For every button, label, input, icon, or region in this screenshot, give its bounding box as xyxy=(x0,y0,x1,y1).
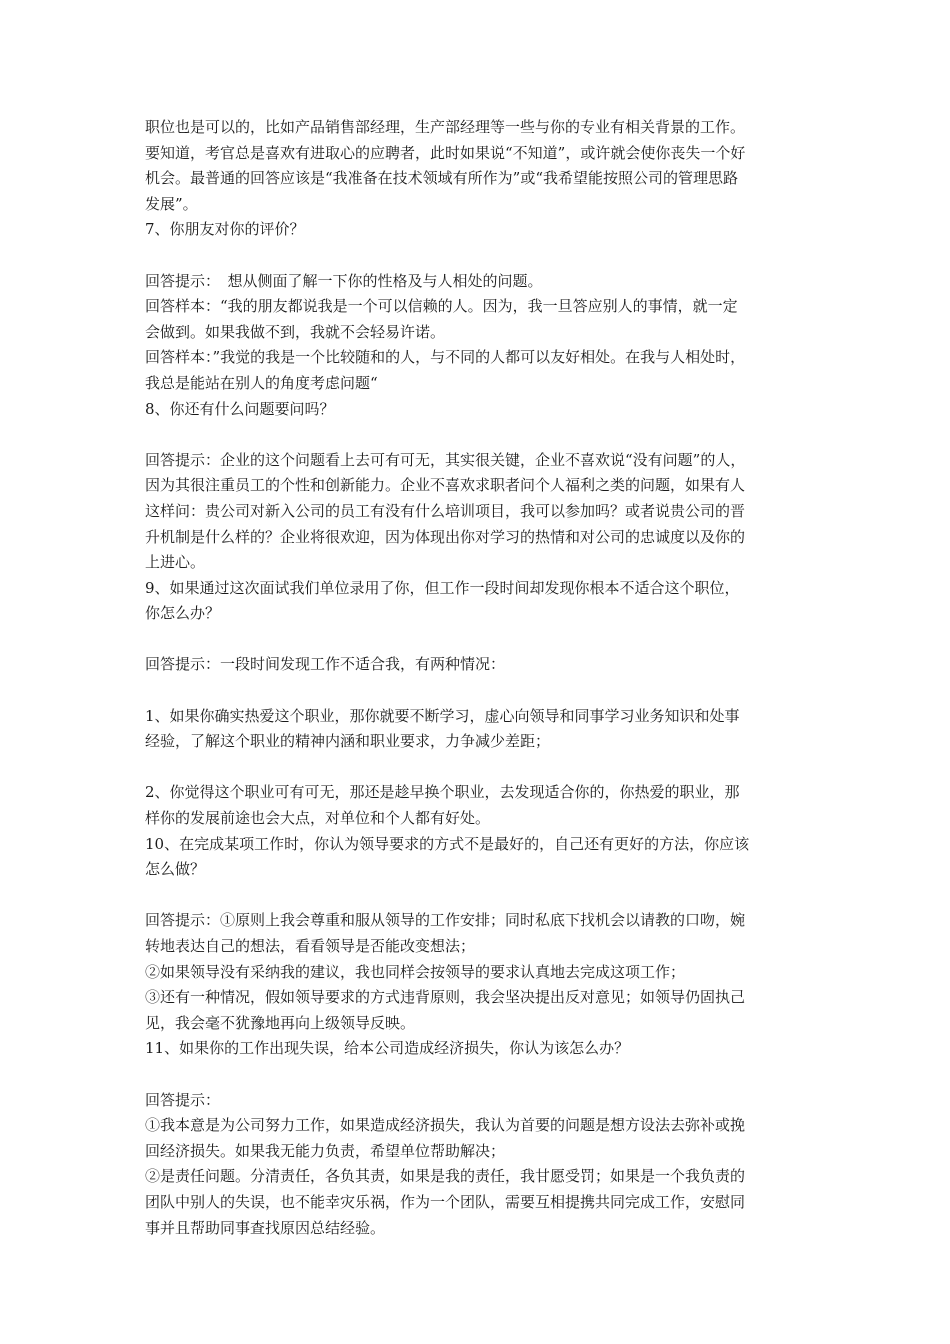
text-line: 升机制是什么样的？企业将很欢迎，因为体现出你对学习的热情和对公司的忠诚度以及你的 xyxy=(145,527,746,546)
text-line: 回答提示： xyxy=(145,1090,221,1109)
question-heading: 你怎么办？ xyxy=(145,604,221,623)
blank-line xyxy=(145,627,810,653)
blank-line xyxy=(145,243,810,269)
text-line: 回答提示：一段时间发现工作不适合我，有两种情况： xyxy=(145,655,506,674)
question-heading: 8、你还有什么问题要问吗？ xyxy=(145,399,335,418)
text-line: 1、如果你确实热爱这个职业，那你就要不断学习，虚心向领导和同事学习业务知识和处事 xyxy=(145,706,740,725)
text-line: 经验，了解这个职业的精神内涵和职业要求，力争减少差距； xyxy=(145,732,551,751)
text-line: 回答提示：企业的这个问题看上去可有可无，其实很关键，企业不喜欢说“没有问题”的人， xyxy=(145,450,746,469)
question-heading: 10、在完成某项工作时，你认为领导要求的方式不是最好的，自己还有更好的方法，你应该 xyxy=(145,834,750,853)
blank-line xyxy=(145,678,810,704)
text-line: 上进心。 xyxy=(145,553,206,572)
blank-line xyxy=(145,1062,810,1088)
text-line: 事并且帮助同事查找原因总结经验。 xyxy=(145,1218,386,1237)
text-line: 团队中别人的失误，也不能幸灾乐祸，作为一个团队，需要互相提携共同完成工作，安慰同 xyxy=(145,1192,746,1211)
text-line: 会做到。如果我做不到，我就不会轻易许诺。 xyxy=(145,322,446,341)
question-heading: 9、如果通过这次面试我们单位录用了你，但工作一段时间却发现你根本不适合这个职位， xyxy=(145,578,740,597)
question-heading: 怎么做？ xyxy=(145,860,206,879)
text-line: 2、你觉得这个职业可有可无，那还是趁早换个职业，去发现适合你的，你热爱的职业，那 xyxy=(145,783,740,802)
text-line: 回答提示： 想从侧面了解一下你的性格及与人相处的问题。 xyxy=(145,271,543,290)
blank-line xyxy=(145,422,810,448)
text-line: 转地表达自己的想法，看看领导是否能改变想法； xyxy=(145,937,476,955)
text-line: 我总是能站在别人的角度考虑问题“ xyxy=(145,373,378,392)
text-line: ②是责任问题。分清责任，各负其责，如果是我的责任，我甘愿受罚；如果是一个我负责的 xyxy=(145,1167,746,1186)
text-line: 因为其很注重员工的个性和创新能力。企业不喜欢求职者问个人福利之类的问题，如果有人 xyxy=(145,476,746,495)
blank-line xyxy=(145,755,810,781)
document-body xyxy=(145,115,810,1241)
text-line: 见，我会毫不犹豫地再向上级领导反映。 xyxy=(145,1013,416,1032)
text-line: 样你的发展前途也会大点，对单位和个人都有好处。 xyxy=(145,809,491,828)
text-line: 回答提示：①原则上我会尊重和服从领导的工作安排；同时私底下找机会以请教的口吻，婉 xyxy=(145,911,746,930)
text-line: 这样问：贵公司对新入公司的员工有没有什么培训项目，我可以参加吗？或者说贵公司的晋 xyxy=(145,501,746,520)
text-line: 回答样本：”我觉的我是一个比较随和的人，与不同的人都可以友好相处。在我与人相处时， xyxy=(145,348,746,367)
text-line: 回经济损失。如果我无能力负责，希望单位帮助解决； xyxy=(145,1141,506,1160)
text-line: ②如果领导没有采纳我的建议，我也同样会按领导的要求认真地去完成这项工作； xyxy=(145,962,686,981)
text-line: 发展”。 xyxy=(145,194,198,213)
text-line: ①我本意是为公司努力工作，如果造成经济损失，我认为首要的问题是想方设法去弥补或挽 xyxy=(145,1116,746,1135)
text-line: 要知道，考官总是喜欢有进取心的应聘者，此时如果说“不知道”，或许就会使你丧失一个好 xyxy=(145,143,746,162)
text-line: 职位也是可以的，比如产品销售部经理，生产部经理等一些与你的专业有相关背景的工作。 xyxy=(145,118,746,136)
text-line: 回答样本：“我的朋友都说我是一个可以信赖的人。因为，我一旦答应别人的事情，就一定 xyxy=(145,297,738,316)
blank-line xyxy=(145,883,810,909)
text-line: 机会。最普通的回答应该是“我准备在技术领域有所作为”或“我希望能按照公司的管理思路 xyxy=(145,169,739,188)
question-heading: 7、你朋友对你的评价？ xyxy=(145,220,305,239)
question-heading: 11、如果你的工作出现失误，给本公司造成经济损失，你认为该怎么办？ xyxy=(145,1039,630,1058)
text-line: ③还有一种情况，假如领导要求的方式违背原则，我会坚决提出反对意见；如领导仍固执己 xyxy=(145,988,746,1007)
